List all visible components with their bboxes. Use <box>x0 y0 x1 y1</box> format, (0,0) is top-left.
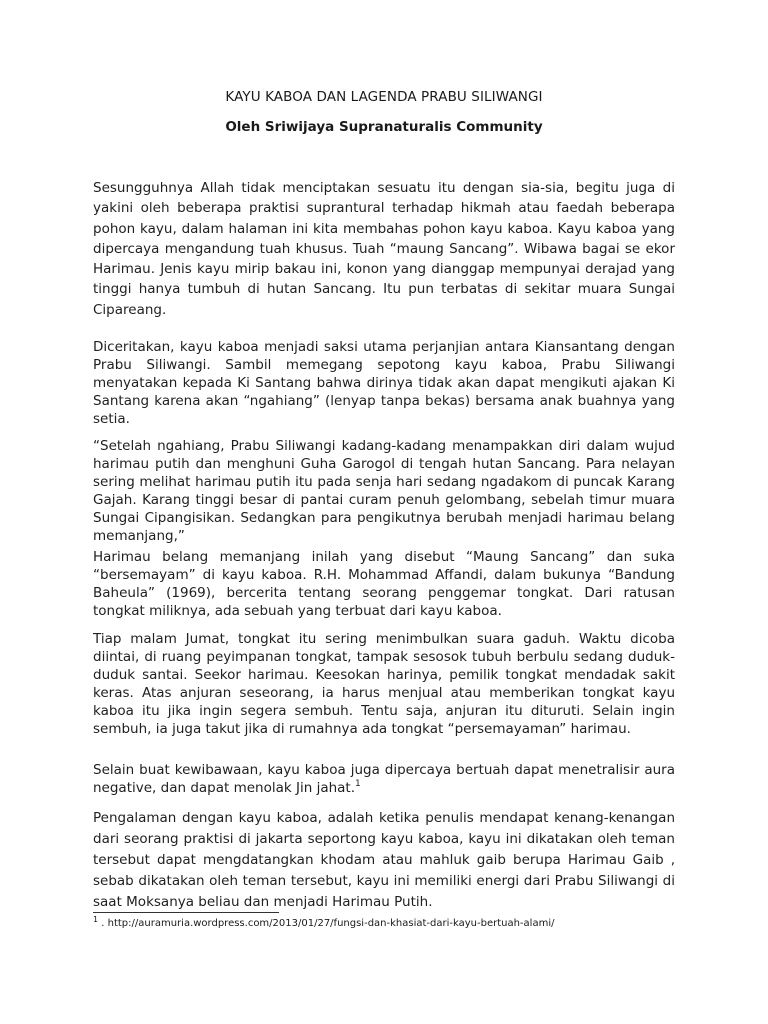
footnote-link[interactable]: . http://auramuria.wordpress.com/2013/01/27/fungsi-dan-khasiat-dari-kayu-bertuah-alami/ <box>98 918 555 929</box>
paragraph-3: “Setelah ngahiang, Prabu Siliwangi kadang-kadang menampakkan diri dalam wujud harimau putih dan menghuni Guha Garogol di tengah hutan Sancang. Para nelayan sering melihat harimau putih itu pada senja hari sedang ngadakom di puncak Karang Gajah. Karang tinggi besar di pantai curam penuh gelombang, sebelah timur muara Sungai Cipangisikan. Sedangkan para pengikutnya berubah menjadi harimau belang memanjang,” <box>93 438 675 544</box>
paragraph-6 <box>93 761 675 797</box>
footnote-separator <box>93 912 279 913</box>
paragraph-6-text: Selain buat kewibawaan, kayu kaboa juga dipercaya bertuah dapat menetralisir aura negative, dan dapat menolak Jin jahat. <box>93 762 675 796</box>
paragraph-2: Diceritakan, kayu kaboa menjadi saksi utama perjanjian antara Kiansantang dengan Prabu Siliwangi. Sambil memegang sepotong kayu kaboa, Prabu Siliwangi menyatakan kepada Ki Santang bahwa dirinya tidak akan dapat mengikuti ajakan Ki Santang karena akan “ngahiang” (lenyap tanpa bekas) bersama anak buahnya yang setia. <box>93 339 675 427</box>
author-line: Oleh Sriwijaya Supranaturalis Community <box>225 119 543 135</box>
footnote-reference[interactable]: 1 <box>355 779 361 789</box>
footnote <box>93 915 555 929</box>
paragraph-4: Harimau belang memanjang inilah yang disebut “Maung Sancang” dan suka “bersemayam” di kayu kaboa. R.H. Mohammad Affandi, dalam bukunya “Bandung Baheula” (1969), bercerita tentang seorang penggemar tongkat. Dari ratusan tongkat miliknya, ada sebuah yang terbuat dari kayu kaboa. <box>93 549 675 619</box>
paragraph-7: Pengalaman dengan kayu kaboa, adalah ketika penulis mendapat kenang-kenangan dari seorang praktisi di jakarta seportong kayu kaboa, kayu ini dikatakan oleh teman tersebut dapat mengdatangkan khodam atau mahluk gaib berupa Harimau Gaib , sebab dikatakan oleh teman tersebut, kayu ini memiliki energi dari Prabu Siliwangi di saat Moksanya beliau dan menjadi Harimau Putih. <box>93 810 675 910</box>
paragraph-5: Tiap malam Jumat, tongkat itu sering menimbulkan suara gaduh. Waktu dicoba diintai, di ruang peyimpanan tongkat, tampak sesosok tubuh berbulu sedang duduk-duduk santai. Seekor harimau. Keesokan harinya, pemilik tongkat mendadak sakit keras. Atas anjuran seseorang, ia harus menjual atau memberikan tongkat kayu kaboa itu jika ingin segera sembuh. Tentu saja, anjuran itu dituruti. Selain ingin sembuh, ia juga takut jika di rumahnya ada tongkat “persemayaman” harimau. <box>93 631 675 737</box>
paragraph-1: Sesungguhnya Allah tidak menciptakan sesuatu itu dengan sia-sia, begitu juga di yakini oleh beberapa praktisi suprantural terhadap hikmah atau faedah beberapa pohon kayu, dalam halaman ini kita membahas pohon kayu kaboa. Kayu kaboa yang dipercaya mengandung tuah khusus. Tuah “maung Sancang”. Wibawa bagai se ekor Harimau. Jenis kayu mirip bakau ini, konon yang dianggap mempunyai derajad yang tinggi hanya tumbuh di hutan Sancang. Itu pun terbatas di sekitar muara Sungai Cipareang. <box>93 180 675 318</box>
document-title: KAYU KABOA DAN LAGENDA PRABU SILIWANGI <box>225 89 543 105</box>
footnote-marker: 1 <box>93 915 99 924</box>
